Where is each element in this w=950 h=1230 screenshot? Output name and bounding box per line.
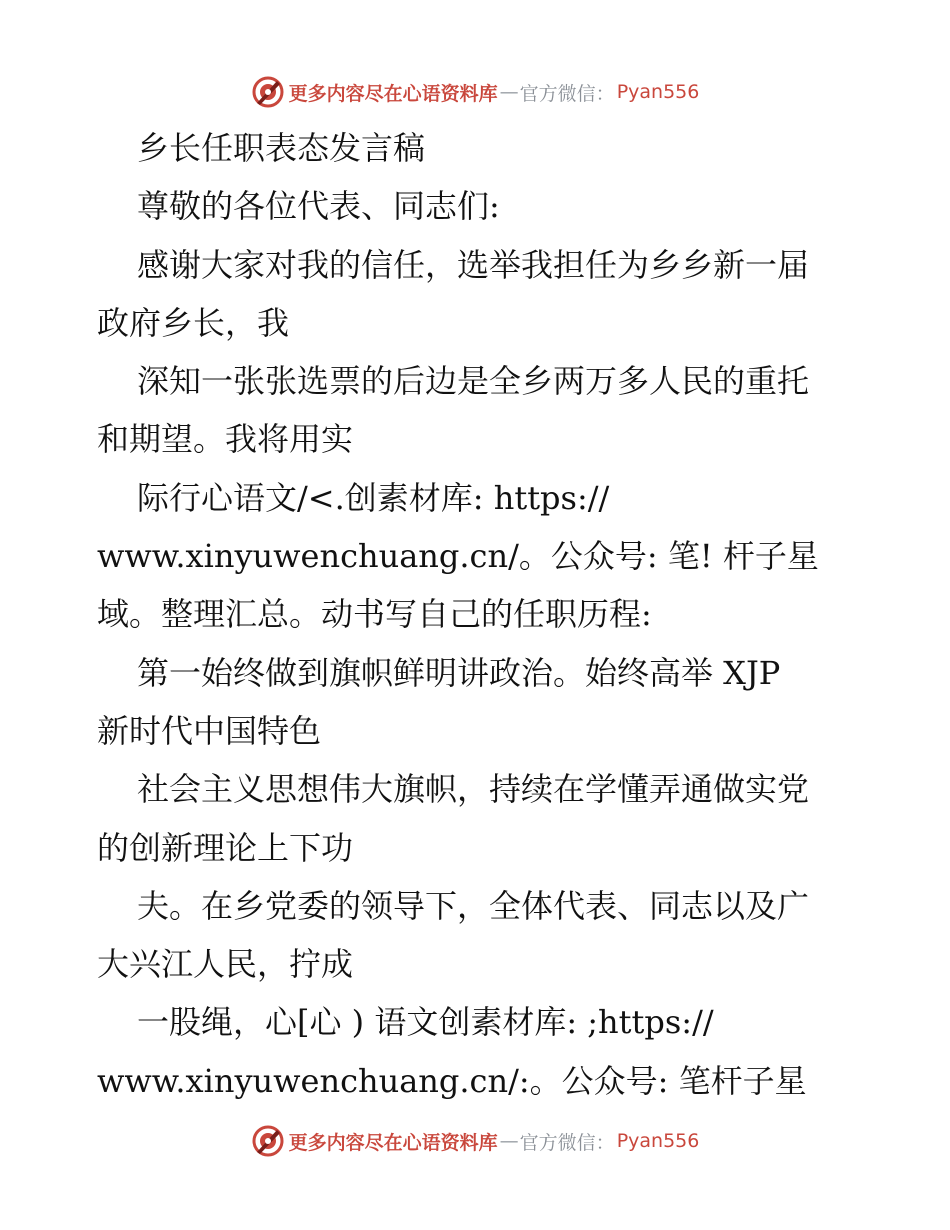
paragraph-line: 的创新理论上下功 — [97, 828, 354, 867]
watermark-banner-bottom — [0, 1121, 950, 1161]
watermark-dash: — — [499, 81, 518, 103]
quill-pen-logo-icon — [251, 75, 285, 109]
quill-pen-logo-icon — [251, 1124, 285, 1158]
paragraph-line: 际行心语文/<.创素材库: https:// — [137, 478, 610, 517]
paragraph-line: 一股绳，心[心 ) 语文创素材库: ;https:// — [137, 1003, 714, 1042]
watermark-wechat-id: Pyan556 — [616, 1130, 700, 1152]
watermark-text: 更多内容尽在心语资料库 — [288, 1131, 498, 1154]
paragraph-line: 社会主义思想伟大旗帜，持续在学懂弄通做实党 — [137, 770, 810, 809]
paragraph-line: 感谢大家对我的信任，选举我担任为乡乡新一届 — [137, 245, 810, 284]
watermark-dash: — — [499, 1130, 518, 1152]
paragraph-line: 第一始终做到旗帜鲜明讲政治。始终高举 XJP — [137, 653, 781, 692]
paragraph-line: www.xinyuwenchuang.cn/:。公众号: 笔杆子星 — [97, 1061, 807, 1100]
paragraph-line: www.xinyuwenchuang.cn/。公众号: 笔! 杆子星 — [97, 537, 819, 576]
paragraph-line: 域。整理汇总。动书写自己的任职历程: — [97, 595, 652, 634]
salutation: 尊敬的各位代表、同志们: — [137, 187, 500, 226]
watermark-wechat-id: Pyan556 — [616, 81, 700, 103]
paragraph-line: 政府乡长，我 — [97, 303, 290, 342]
paragraph-line: 和期望。我将用实 — [97, 420, 354, 459]
watermark-banner-top — [0, 72, 950, 112]
paragraph-line: 夫。在乡党委的领导下，全体代表、同志以及广 — [137, 886, 810, 925]
paragraph-line: 深知一张张选票的后边是全乡两万多人民的重托 — [137, 362, 810, 401]
paragraph-line: 新时代中国特色 — [97, 711, 322, 750]
watermark-text: 更多内容尽在心语资料库 — [288, 82, 498, 105]
paragraph-line: 大兴江人民，拧成 — [97, 945, 354, 984]
watermark-label: 官方微信： — [519, 1131, 615, 1154]
document-body — [97, 119, 857, 1110]
document-title: 乡长任职表态发言稿 — [137, 129, 426, 167]
watermark-label: 官方微信： — [519, 82, 615, 105]
